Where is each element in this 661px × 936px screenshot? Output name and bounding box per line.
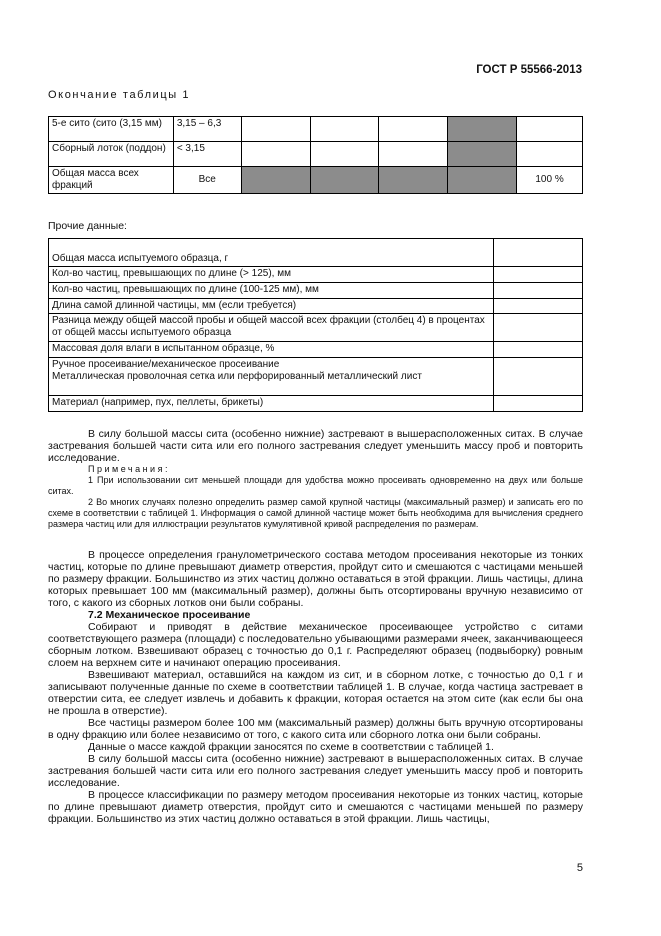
body-text-section: [48, 549, 583, 825]
total-percent: 100 %: [517, 167, 583, 194]
paragraph: В процессе классификации по размеру методом просеивания некоторые из тонких частиц, которые по длине превышают диаметр отверстия, пройдут сито и смешаются с частицами меньшей по размеру фракции. Большинство из этих частиц должно оставаться в этой фракции. Лишь частицы,: [48, 789, 583, 825]
table-row: [49, 342, 583, 358]
row-label: Длина самой длинной частицы, мм (если требуется): [49, 299, 494, 314]
data-cell: [379, 142, 448, 167]
table-row: [49, 239, 583, 267]
row-label: Разница между общей массой пробы и общей массой всех фракции (столбец 4) в процентах от общей массы испытуемого образца: [49, 314, 494, 342]
data-cell: [241, 117, 310, 142]
table-row: [49, 117, 583, 142]
value-cell: [494, 342, 583, 358]
paragraph: Данные о массе каждой фракции заносятся по схеме в соответствии с таблицей 1.: [88, 741, 494, 753]
size-cell: Все: [173, 167, 241, 194]
page-number: 5: [576, 862, 583, 874]
note-1: 1 При использовании сит меньшей площади для удобства можно просеивать одновременно на двух или больше ситах.: [48, 475, 583, 496]
size-cell: 3,15 – 6,3: [173, 117, 241, 142]
value-cell: [494, 314, 583, 342]
value-cell: [494, 283, 583, 299]
value-cell: [494, 299, 583, 314]
paragraph: В силу большой массы сита (особенно нижние) застревают в вышерасположенных ситах. В случае застревания большей части сита или его полного застревания следует уменьшить массу проб и повторить исследование.: [48, 428, 583, 464]
sieve-table: [48, 116, 583, 194]
sieve-material-label: Металлическая проволочная сетка или перфорированный металлический лист: [52, 371, 422, 382]
paragraph: Собирают и приводят в действие механическое просеивающее устройство с ситами соответствующего размера (площади) с последовательно убывающими размерами ячеек, заканчивающееся сборным лотком. Взвешивают образец с точностью до 0,1 г. Распределяют образец (подвыборку) ровным слоем на верхнем сите и начинают операцию просеивания.: [48, 621, 583, 669]
table-row: [49, 142, 583, 167]
table-row: [49, 267, 583, 283]
table-row: [49, 358, 583, 396]
shaded-cell: [379, 167, 448, 194]
data-cell: [379, 117, 448, 142]
notes-title: Примечания:: [88, 464, 170, 474]
paragraph: Взвешивают материал, оставшийся на каждом из сит, и в сборном лотке, с точностью до 0,1 г и записывают полученные данные по схеме в соответствии таблицей 1. В случае, когда частица застревает в отверстии сита, ее следует извлечь и добавить к фракции, которая остается на этом сите (как если бы она не прошла в отверстие).: [48, 669, 583, 717]
row-label: Общая масса испытуемого образца, г: [49, 239, 494, 267]
data-cell: [517, 117, 583, 142]
table-row: [49, 283, 583, 299]
section-heading: 7.2 Механическое просеивание: [88, 609, 251, 621]
table-row: [49, 167, 583, 194]
row-label: [49, 358, 494, 396]
row-label: Кол-во частиц, превышающих по длине (> 125), мм: [49, 267, 494, 283]
row-label: Материал (например, пух, пеллеты, брикеты): [49, 396, 494, 412]
value-cell: [494, 396, 583, 412]
shaded-cell: [448, 167, 517, 194]
notes: [48, 464, 583, 530]
table-caption: Окончание таблицы 1: [48, 89, 191, 101]
data-cell: [310, 142, 379, 167]
value-cell: [494, 267, 583, 283]
row-label: Общая масса всех фракций: [49, 167, 174, 194]
row-label: Сборный лоток (поддон): [49, 142, 174, 167]
shaded-cell: [448, 142, 517, 167]
sieving-type-label: Ручное просеивание/механическое просеивание: [52, 359, 280, 370]
paragraph: В силу большой массы сита (особенно нижние) застревают в вышерасположенных ситах. В случае застревания большей части сита или его полного застревания следует уменьшить массу проб и повторить исследование.: [48, 753, 583, 789]
table-row: [49, 396, 583, 412]
other-data-label: Прочие данные:: [48, 220, 127, 232]
size-cell: < 3,15: [173, 142, 241, 167]
data-cell: [241, 142, 310, 167]
document-code: ГОСТ Р 55566-2013: [476, 64, 582, 76]
row-label: 5-е сито (сито (3,15 мм): [49, 117, 174, 142]
data-cell: [310, 117, 379, 142]
paragraph: В процессе определения гранулометрического состава методом просеивания некоторые из тонких частиц, которые по длине превышают диаметр отверстия, пройдут сито и смешаются с частицами меньшей по размеру фракции. Большинство из этих частиц должно оставаться в этой фракции. Лишь частицы, длина которых превышает 100 мм (максимальный размер), должны быть отсортированы вручную независимо от того, с какого из сборных лотков они были собраны.: [48, 549, 583, 609]
table-row: [49, 314, 583, 342]
row-label: Кол-во частиц, превышающих по длине (100-125 мм), мм: [49, 283, 494, 299]
shaded-cell: [310, 167, 379, 194]
other-data-table: [48, 238, 583, 412]
body-text: [48, 428, 583, 530]
table-row: [49, 299, 583, 314]
shaded-cell: [448, 117, 517, 142]
paragraph: Все частицы размером более 100 мм (максимальный размер) должны быть вручную отсортированы в одну фракцию или более независимо от того, с какого сита или сборного лотка они были собраны.: [48, 717, 583, 741]
value-cell: [494, 358, 583, 396]
value-cell: [494, 239, 583, 267]
row-label: Массовая доля влаги в испытанном образце, %: [49, 342, 494, 358]
data-cell: [517, 142, 583, 167]
note-2: 2 Во многих случаях полезно определить размер самой крупной частицы (максимальный размер) и записать его по схеме в соответствии с таблицей 1. Информация о самой длинной частице может быть необходима для вычисления среднего размера частиц или для иллюстрации результатов кумулятивной кривой распределения по размерам.: [48, 497, 583, 529]
shaded-cell: [241, 167, 310, 194]
